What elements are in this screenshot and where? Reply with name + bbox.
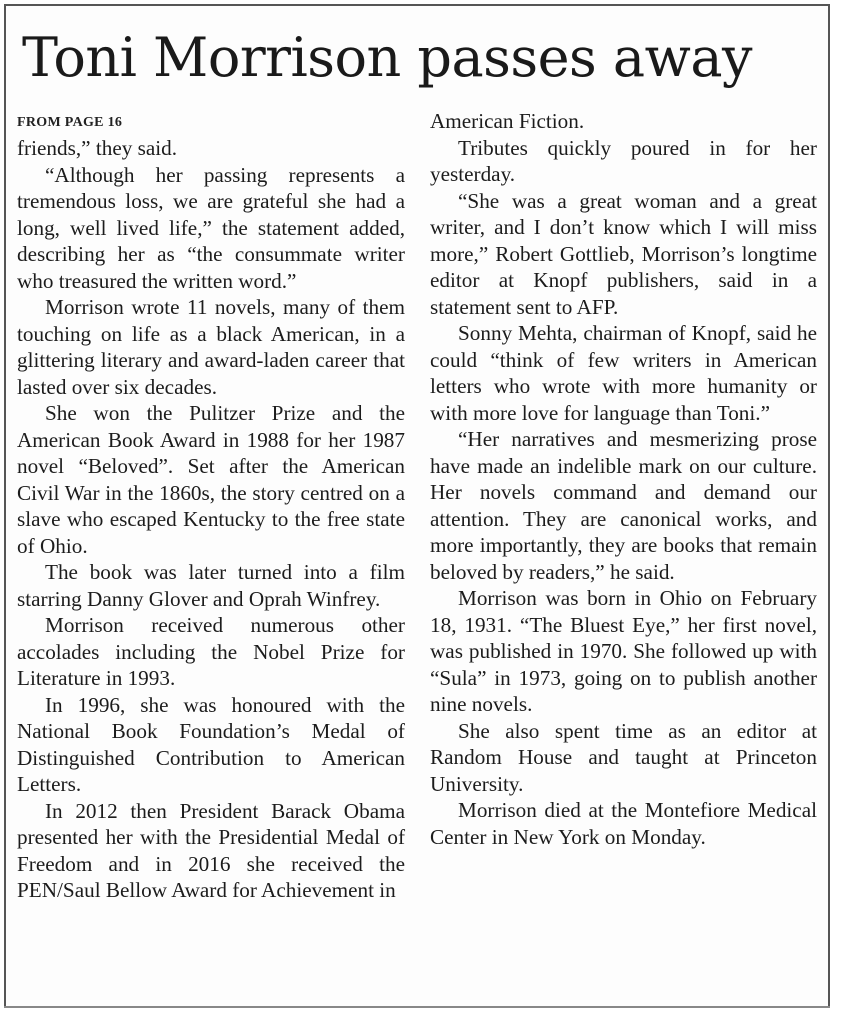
paragraph: American Fiction. bbox=[430, 109, 585, 133]
article-column-right bbox=[430, 108, 817, 850]
jump-line: FROM PAGE 16 bbox=[17, 115, 123, 130]
paragraph: Morrison wrote 11 novels, many of them touching on life as a black American, in a glittering literary and award-laden career that lasted over six decades. bbox=[17, 295, 405, 399]
bottom-divider bbox=[4, 1006, 830, 1008]
paragraph: “Although her passing represents a tremendous loss, we are grateful she had a long, well lived life,” the statement added, describing her as “the consummate writer who treasured the written word.” bbox=[17, 162, 405, 293]
paragraph: friends,” they said. bbox=[17, 136, 178, 160]
headline: Toni Morrison passes away bbox=[22, 26, 753, 89]
paragraph: In 1996, she was honoured with the National Book Foundation’s Medal of Distinguished Contribution to American Letters. bbox=[17, 692, 405, 796]
paragraph: Tributes quickly poured in for her yesterday. bbox=[430, 135, 817, 186]
paragraph: Morrison died at the Montefiore Medical Center in New York on Monday. bbox=[430, 798, 817, 849]
paragraph: The book was later turned into a film starring Danny Glover and Oprah Winfrey. bbox=[17, 560, 405, 611]
article-column-left bbox=[17, 108, 405, 904]
paragraph: “She was a great woman and a great writer, and I don’t know which I will miss more,” Robert Gottlieb, Morrison’s longtime editor at Knopf publishers, said in a statement sent to AFP. bbox=[430, 188, 817, 319]
paragraph: She also spent time as an editor at Random House and taught at Princeton University. bbox=[430, 718, 817, 796]
paragraph: Morrison received numerous other accolades including the Nobel Prize for Literature in 1993. bbox=[17, 613, 405, 690]
paragraph: Morrison was born in Ohio on February 18, 1931. “The Bluest Eye,” her first novel, was published in 1970. She followed up with “Sula” in 1973, going on to publish another nine novels. bbox=[430, 586, 817, 716]
paragraph: Sonny Mehta, chairman of Knopf, said he could “think of few writers in American letters who wrote with more humanity or with more love for language than Toni.” bbox=[430, 321, 817, 425]
paragraph: In 2012 then President Barack Obama presented her with the Presidential Medal of Freedom and in 2016 she received the PEN/Saul Bellow Award for Achievement in bbox=[17, 798, 405, 902]
paragraph: “Her narratives and mesmerizing prose have made an indelible mark on our culture. Her novels command and demand our attention. They are canonical works, and more importantly, they are books that remain beloved by readers,” he said. bbox=[430, 427, 817, 584]
paragraph: She won the Pulitzer Prize and the American Book Award in 1988 for her 1987 novel “Beloved”. Set after the American Civil War in the 1860s, the story centred on a slave who escaped Kentucky to the free state of Ohio. bbox=[17, 401, 405, 558]
